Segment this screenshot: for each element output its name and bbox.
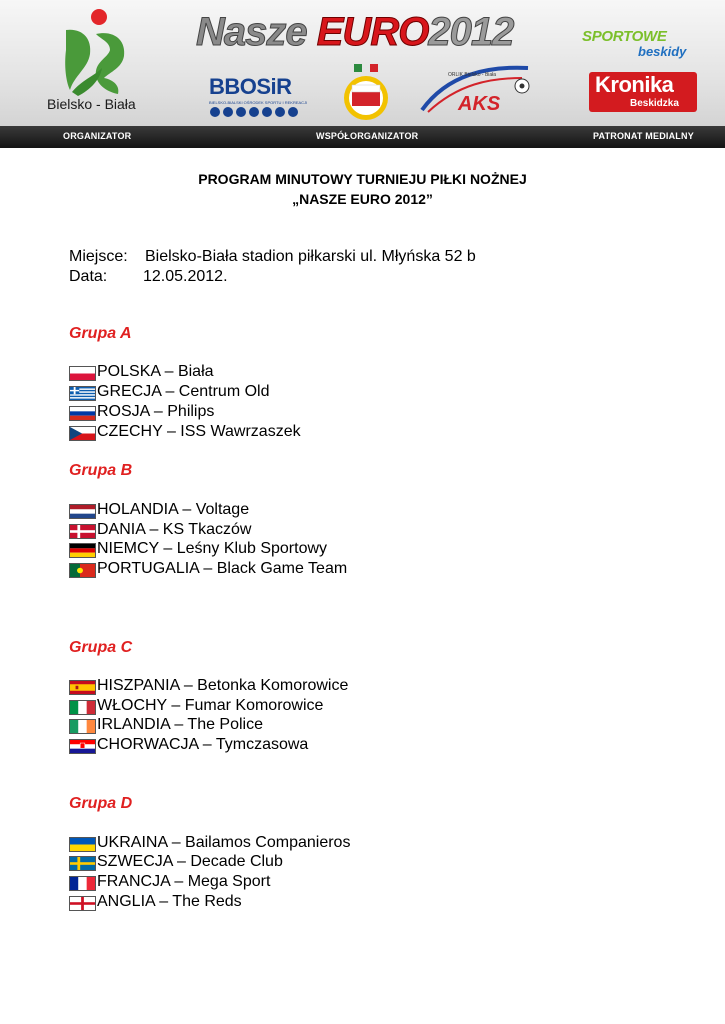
ukraine-flag — [69, 837, 96, 852]
bbosir-subtitle: BIELSKO-BIALSKI OŚRODEK SPORTU I REKREACJI — [209, 100, 308, 105]
co-organizer-label: WSPÓŁORGANIZATOR — [316, 131, 419, 141]
netherlands-flag — [69, 504, 96, 519]
beskidzka-text: Beskidzka — [630, 98, 679, 109]
sport-icons — [209, 106, 301, 118]
header-banner — [0, 0, 725, 126]
page-title: PROGRAM MINUTOWY TURNIEJU PIŁKI NOŻNEJ — [198, 171, 527, 187]
group-title-b: Grupa B — [69, 462, 133, 479]
team-label: IRLANDIA – The Police — [97, 716, 264, 733]
ireland-flag — [69, 719, 96, 734]
denmark-flag — [69, 524, 96, 539]
team-label: SZWECJA – Decade Club — [97, 853, 283, 870]
bbosir-logo: BBOSiR — [209, 74, 292, 99]
event-title-part1: Nasze — [196, 10, 307, 54]
sponsor-strip — [0, 126, 725, 148]
team-label: FRANCJA – Mega Sport — [97, 873, 271, 890]
event-title-part3: 2012 — [428, 10, 514, 54]
team-label: WŁOCHY – Fumar Komorowice — [97, 697, 324, 714]
france-flag — [69, 876, 96, 891]
croatia-flag — [69, 739, 96, 754]
greece-flag — [69, 386, 96, 401]
czech-flag — [69, 426, 96, 441]
svg-text:ORLIK Bielsko - Biała: ORLIK Bielsko - Biała — [448, 72, 497, 78]
team-label: ANGLIA – The Reds — [97, 893, 242, 910]
team-label: NIEMCY – Leśny Klub Sportowy — [97, 540, 328, 557]
poland-flag — [69, 366, 96, 381]
bozpn-logo — [340, 62, 392, 124]
date-value: 12.05.2012. — [143, 268, 228, 285]
place-label: Miejsce: — [69, 248, 128, 265]
team-label: ROSJA – Philips — [97, 403, 215, 420]
beskidy-logo: beskidy — [638, 44, 687, 59]
team-label: DANIA – KS Tkaczów — [97, 521, 252, 538]
team-label: GRECJA – Centrum Old — [97, 383, 270, 400]
place-value: Bielsko-Biała stadion piłkarski ul. Młyńska 52 b — [145, 248, 476, 265]
team-label: UKRAINA – Bailamos Companieros — [97, 834, 351, 851]
sweden-flag — [69, 856, 96, 871]
italy-flag — [69, 700, 96, 715]
kronika-text: Kronika — [595, 72, 674, 97]
group-title-a: Grupa A — [69, 325, 132, 342]
page-subtitle: „NASZE EURO 2012” — [292, 191, 433, 207]
date-row — [69, 268, 228, 286]
date-label: Data: — [69, 268, 108, 285]
russia-flag — [69, 406, 96, 421]
group-title-d: Grupa D — [69, 795, 133, 812]
england-flag — [69, 896, 96, 911]
aks-logo — [418, 64, 538, 116]
place-row — [69, 248, 476, 266]
team-label: PORTUGALIA – Black Game Team — [97, 560, 348, 577]
spain-flag — [69, 680, 96, 695]
city-name: Bielsko - Biała — [47, 96, 136, 112]
team-label: POLSKA – Biała — [97, 363, 214, 380]
organizer-label: ORGANIZATOR — [63, 131, 132, 141]
team-label: CZECHY – ISS Wawrzaszek — [97, 423, 301, 440]
event-title-part2: EURO — [316, 10, 429, 54]
team-label: CHORWACJA – Tymczasowa — [97, 736, 309, 753]
germany-flag — [69, 543, 96, 558]
portugal-flag — [69, 563, 96, 578]
team-label: HISZPANIA – Betonka Komorowice — [97, 677, 349, 694]
group-title-c: Grupa C — [69, 639, 133, 656]
event-title-logo — [196, 8, 513, 56]
team-label: HOLANDIA – Voltage — [97, 501, 250, 518]
media-patron-label: PATRONAT MEDIALNY — [593, 131, 694, 141]
sportowe-logo: SPORTOWE — [582, 28, 667, 45]
svg-text:AKS: AKS — [458, 93, 501, 115]
